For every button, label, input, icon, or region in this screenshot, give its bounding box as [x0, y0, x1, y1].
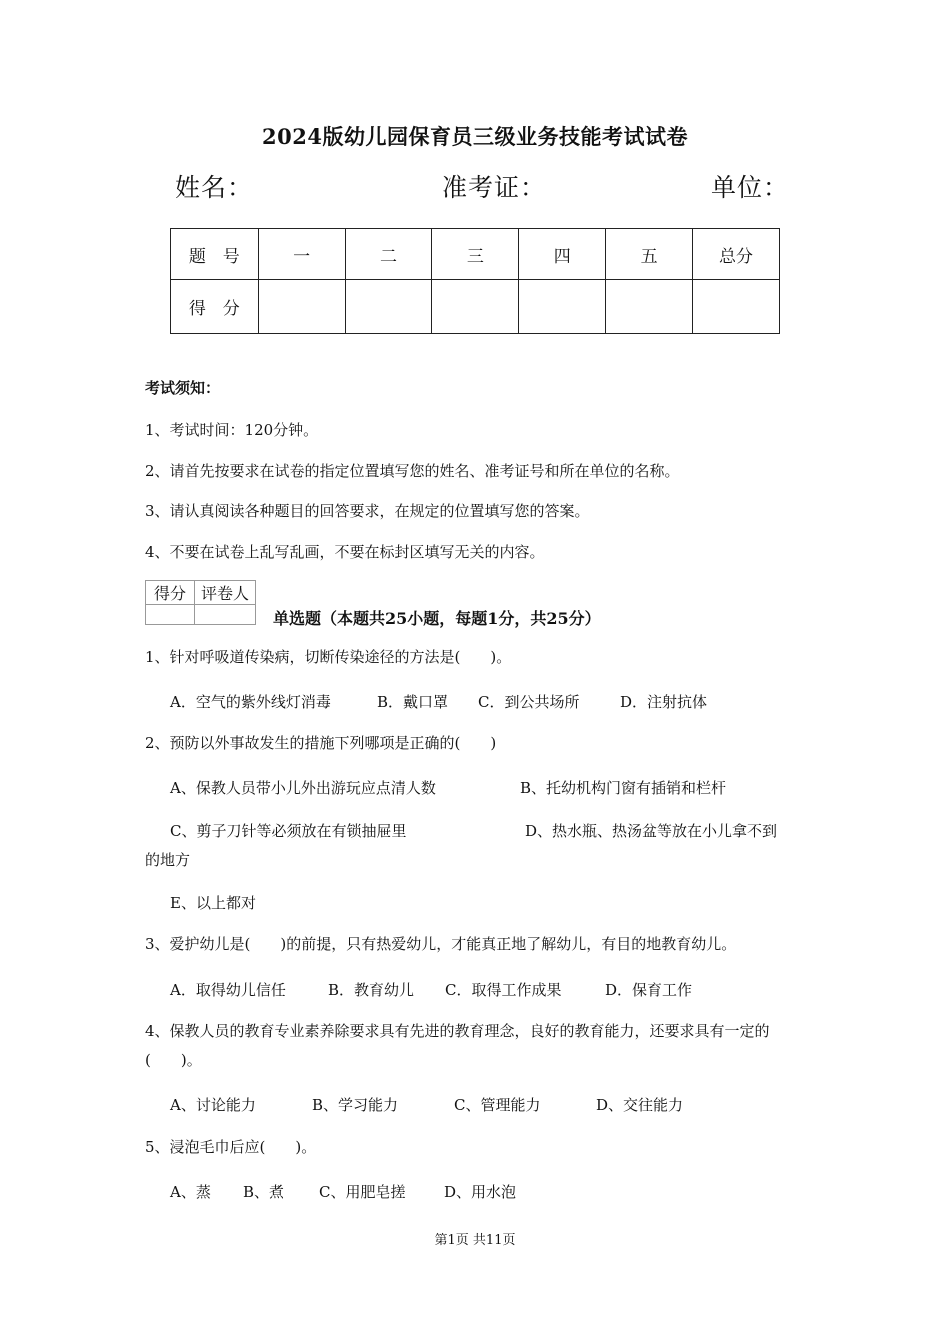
question-text: 1、针对呼吸道传染病，切断传染途径的方法是( )。 [145, 648, 512, 666]
option[interactable]: C、用肥皂搓 [319, 1183, 406, 1201]
instruction-item: 3、请认真阅读各种题目的回答要求，在规定的位置填写您的答案。 [145, 502, 590, 520]
option[interactable]: A、讨论能力 [170, 1096, 256, 1114]
option-continuation: 的地方 [145, 851, 191, 869]
header-cell-question-no: 题 号 [171, 229, 259, 280]
question-text: 5、浸泡毛巾后应( )。 [145, 1138, 317, 1156]
score-cell-4[interactable] [519, 280, 606, 334]
option[interactable]: A．取得幼儿信任 [170, 981, 286, 999]
score-cell-total[interactable] [693, 280, 780, 334]
instruction-item: 1、考试时间：120分钟。 [145, 421, 319, 439]
header-cell-5: 五 [606, 229, 693, 280]
score-table-score-row [171, 280, 780, 334]
score-cell-2[interactable] [345, 280, 432, 334]
name-label: 姓名： [175, 173, 254, 202]
option[interactable]: C．到公共场所 [478, 693, 580, 711]
grader-box-grader-cell[interactable] [195, 605, 256, 625]
option[interactable]: B、煮 [243, 1183, 285, 1201]
question-text: 4、保教人员的教育专业素养除要求具有先进的教育理念，良好的教育能力，还要求具有一定的( )。 [145, 1022, 770, 1069]
option-row [170, 820, 777, 841]
option[interactable]: A．空气的紫外线灯消毒 [170, 693, 331, 711]
score-table [170, 228, 780, 334]
option[interactable]: D、热水瓶、热汤盆等放在小儿拿不到 [525, 822, 778, 840]
score-cell-1[interactable] [258, 280, 345, 334]
option[interactable]: D、交往能力 [596, 1096, 684, 1114]
score-cell-3[interactable] [432, 280, 519, 334]
option-row [170, 979, 692, 1000]
header-cell-4: 四 [519, 229, 606, 280]
grader-box [145, 580, 256, 625]
option[interactable]: C、剪子刀针等必须放在有锁抽屉里 [170, 822, 407, 840]
option[interactable]: D．保育工作 [605, 981, 693, 999]
header-cell-total: 总分 [693, 229, 780, 280]
grader-box-score-cell[interactable] [146, 605, 195, 625]
option[interactable]: A、蒸 [170, 1183, 211, 1201]
unit-label: 单位： [711, 173, 790, 202]
instruction-item: 4、不要在试卷上乱写乱画，不要在标封区填写无关的内容。 [145, 543, 545, 561]
score-table-header-row [171, 229, 780, 280]
exam-id-label: 准考证： [442, 173, 547, 202]
header-cell-1: 一 [258, 229, 345, 280]
grader-box-grader-label: 评卷人 [195, 581, 256, 605]
instruction-item: 2、请首先按要求在试卷的指定位置填写您的姓名、准考证号和所在单位的名称。 [145, 462, 680, 480]
header-cell-3: 三 [432, 229, 519, 280]
option[interactable]: B．教育幼儿 [328, 981, 415, 999]
section-title: 单选题（本题共25小题，每题1分，共25分） [273, 609, 601, 628]
question-text: 3、爱护幼儿是( )的前提，只有热爱幼儿，才能真正地了解幼儿，有目的地教育幼儿。 [145, 935, 737, 953]
option[interactable]: B．戴口罩 [377, 693, 449, 711]
question-text: 2、预防以外事故发生的措施下列哪项是正确的( ) [145, 734, 497, 752]
page-footer: 第1页 共11页 [434, 1233, 516, 1248]
page-title: 2024版幼儿园保育员三级业务技能考试试卷 [262, 124, 688, 149]
option[interactable]: E、以上都对 [170, 894, 256, 912]
option[interactable]: D、用水泡 [444, 1183, 517, 1201]
option[interactable]: C．取得工作成果 [445, 981, 562, 999]
option-row [170, 777, 726, 798]
score-cell-5[interactable] [606, 280, 693, 334]
option-row [170, 1094, 683, 1115]
option[interactable]: D．注射抗体 [620, 693, 708, 711]
score-label-cell: 得 分 [171, 280, 259, 334]
option[interactable]: C、管理能力 [454, 1096, 541, 1114]
option-row [170, 691, 707, 712]
option-row [170, 1181, 516, 1202]
option[interactable]: B、托幼机构门窗有插销和栏杆 [520, 779, 727, 797]
instructions-heading: 考试须知： [145, 379, 221, 397]
grader-box-score-label: 得分 [146, 581, 195, 605]
option[interactable]: B、学习能力 [312, 1096, 399, 1114]
option[interactable]: A、保教人员带小儿外出游玩应点清人数 [170, 779, 436, 797]
option-row [170, 892, 256, 913]
header-cell-2: 二 [345, 229, 432, 280]
